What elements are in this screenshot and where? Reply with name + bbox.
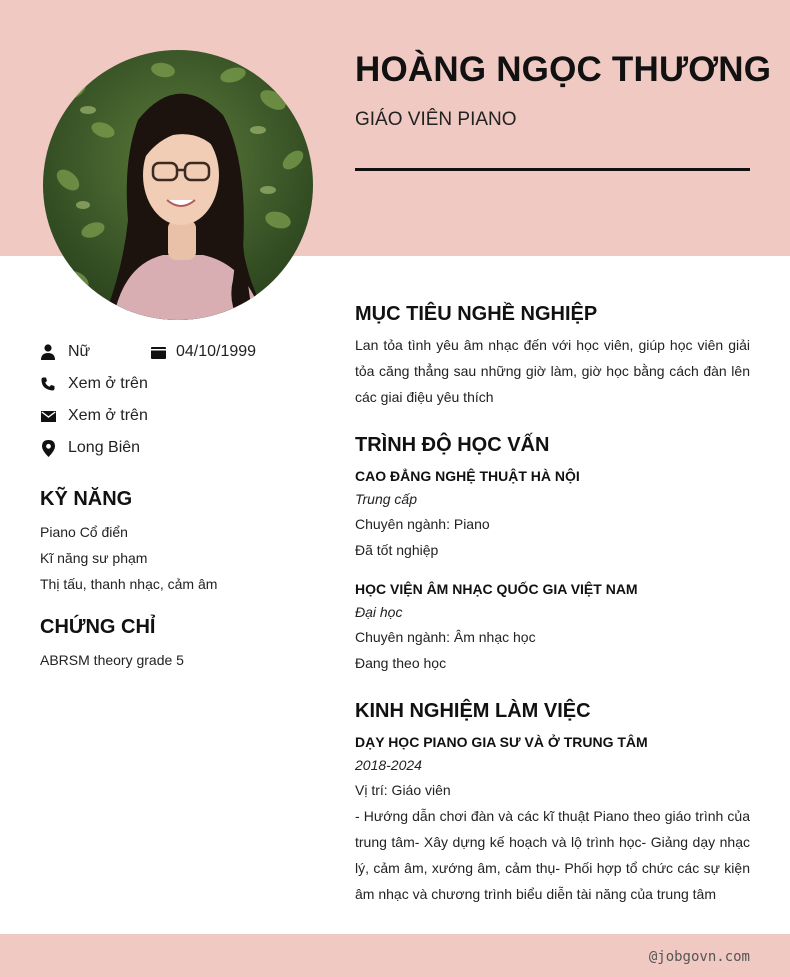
skill-item: Piano Cổ điển <box>40 524 128 540</box>
phone-icon <box>40 376 56 392</box>
calendar-icon <box>150 344 166 360</box>
education-level: Đại học <box>355 604 403 620</box>
skill-item: Kĩ năng sư phạm <box>40 550 148 566</box>
email-value: Xem ở trên <box>68 407 148 424</box>
candidate-name: HOÀNG NGỌC THƯƠNG <box>355 50 772 89</box>
dob-value: 04/10/1999 <box>176 343 257 360</box>
education-heading: TRÌNH ĐỘ HỌC VẤN <box>355 434 550 456</box>
skill-item: Thị tấu, thanh nhạc, cảm âm <box>40 576 218 592</box>
education-school: HỌC VIỆN ÂM NHẠC QUỐC GIA VIỆT NAM <box>355 581 638 597</box>
objective-heading: MỤC TIÊU NGHỀ NGHIỆP <box>355 303 598 325</box>
experience-heading: KINH NGHIỆM LÀM VIỆC <box>355 700 591 722</box>
address-row <box>40 439 140 457</box>
education-school: CAO ĐẲNG NGHỆ THUẬT HÀ NỘI <box>355 468 580 484</box>
candidate-role: GIÁO VIÊN PIANO <box>355 109 517 130</box>
education-level: Trung cấp <box>355 491 417 507</box>
experience-period: 2018-2024 <box>355 757 422 773</box>
education-status: Đã tốt nghiệp <box>355 542 439 558</box>
phone-value: Xem ở trên <box>68 375 148 392</box>
address-value: Long Biên <box>68 439 141 456</box>
gender-value: Nữ <box>68 343 91 360</box>
avatar-photo <box>43 50 313 320</box>
education-major: Chuyên ngành: Âm nhạc học <box>355 629 536 645</box>
phone-row <box>40 375 148 393</box>
gender-row <box>40 343 90 361</box>
objective-text: Lan tỏa tình yêu âm nhạc đến với học viên, giúp học viên giải tỏa căng thẳng sau những giờ làm, giờ học bằng cách đàn lên các giai điệu yêu thích <box>355 337 750 405</box>
experience-description: - Hướng dẫn chơi đàn và các kĩ thuật Piano theo giáo trình của trung tâm- Xây dựng kế hoạch và lộ trình học- Giảng dạy nhạc lý, cảm âm, xướng âm, cảm thụ- Phối hợp tổ chức các sự kiện âm nhạc và chương trình biểu diễn tài năng của trung tâm <box>355 808 750 902</box>
email-row <box>40 407 148 425</box>
header-divider <box>355 168 750 171</box>
certificates-heading: CHỨNG CHỈ <box>40 616 156 638</box>
certificate-item: ABRSM theory grade 5 <box>40 652 184 668</box>
education-status: Đang theo học <box>355 655 447 671</box>
mail-icon <box>40 408 56 424</box>
skills-heading: KỸ NĂNG <box>40 488 133 510</box>
education-major: Chuyên ngành: Piano <box>355 516 490 532</box>
person-icon <box>40 344 56 360</box>
footer-credit: @jobgovn.com <box>648 949 750 965</box>
dob-row <box>150 343 256 361</box>
location-pin-icon <box>40 440 56 456</box>
experience-position: Vị trí: Giáo viên <box>355 782 451 798</box>
experience-company: DẠY HỌC PIANO GIA SƯ VÀ Ở TRUNG TÂM <box>355 734 648 750</box>
